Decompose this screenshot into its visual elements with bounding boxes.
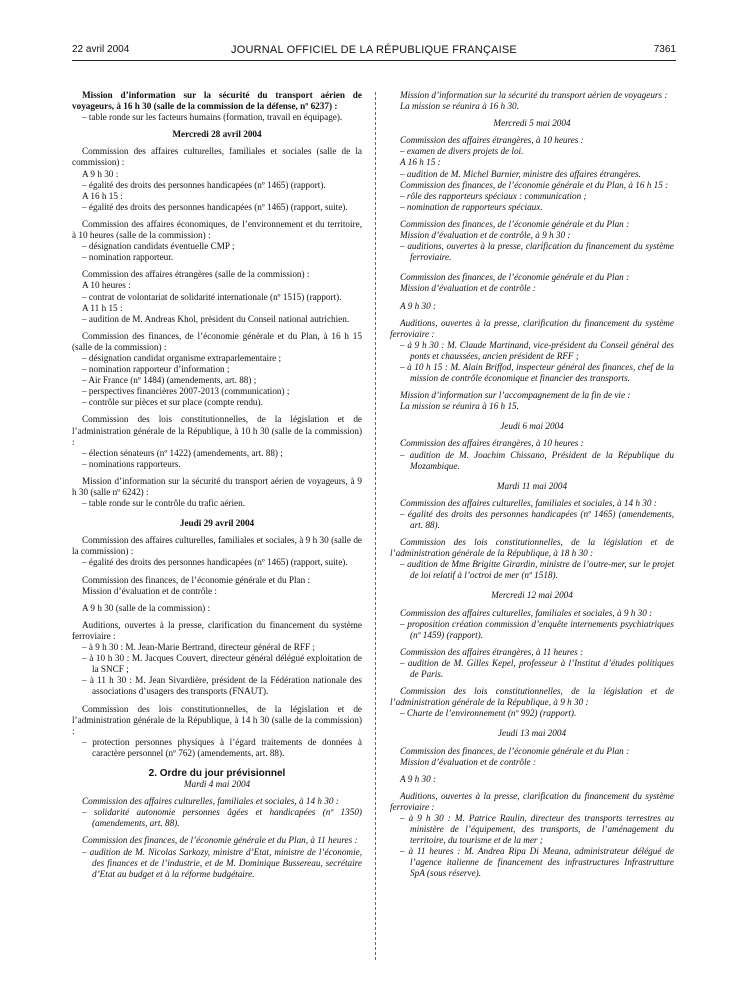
right-paragraph: A 9 h 30 : xyxy=(400,773,437,784)
right-paragraph: Mardi 11 mai 2004 xyxy=(496,480,568,491)
right-paragraph: La mission se réunira à 16 h 30. xyxy=(400,101,519,112)
left-paragraph: – à 9 h 30 : M. Jean-Marie Bertrand, directeur général de RFF ; xyxy=(82,642,315,653)
left-paragraph: – à 11 h 30 : M. Jean Sivardière, président de la Fédération nationale des associations d’usagers des transports (FNAUT). xyxy=(82,675,362,697)
right-paragraph: Commission des finances, de l’économie générale et du Plan : xyxy=(400,272,630,283)
left-paragraph: – nomination rapporteur. xyxy=(82,252,174,263)
right-paragraph: – égalité des droits des personnes handicapées (nº 1465) (amendements, art. 88). xyxy=(400,508,674,530)
right-paragraph: Mercredi 12 mai 2004 xyxy=(491,590,573,601)
left-paragraph: 2. Ordre du jour prévisionnel xyxy=(148,767,286,779)
left-paragraph: – élection sénateurs (nº 1422) (amendements, art. 88) ; xyxy=(82,447,283,458)
left-paragraph: – table ronde sur le contrôle du trafic aérien. xyxy=(82,498,246,509)
right-paragraph: – audition de M. Joachim Chissano, Président de la République du Mozambique. xyxy=(400,449,674,471)
right-paragraph: Mission d’information sur la sécurité du transport aérien de voyageurs : xyxy=(400,90,668,100)
right-paragraph: A 9 h 30 : xyxy=(400,300,437,311)
left-paragraph: – nominations rapporteurs. xyxy=(82,458,181,469)
left-paragraph: – table ronde sur les facteurs humains (formation, travail en équipage). xyxy=(82,112,343,123)
right-paragraph: Jeudi 13 mai 2004 xyxy=(497,728,567,739)
right-paragraph: Mission d’évaluation et de contrôle : xyxy=(400,756,536,767)
right-paragraph: – nomination de rapporteurs spéciaux. xyxy=(400,201,543,212)
left-paragraph: – audition de M. Andreas Khol, président du Conseil national autrichien. xyxy=(82,313,350,324)
right-paragraph: Mercredi 5 mai 2004 xyxy=(493,118,571,129)
right-paragraph: Auditions, ouvertes à la presse, clarification du financement du système ferroviaire : xyxy=(390,317,674,339)
left-paragraph: Mission d’évaluation et de contrôle : xyxy=(82,585,217,596)
left-paragraph: A 16 h 15 : xyxy=(82,190,123,201)
right-paragraph: La mission se réunira à 16 h 15. xyxy=(400,401,519,412)
right-paragraph: – rôle des rapporteurs spéciaux : communication ; xyxy=(400,190,587,201)
left-paragraph: – solidarité autonomie personnes âgées et handicapées (nº 1350) (amendements, art. 88). xyxy=(82,807,362,829)
left-paragraph: – perspectives financières 2007-2013 (communication) ; xyxy=(82,386,290,397)
left-paragraph: – égalité des droits des personnes handicapées (nº 1465) (rapport). xyxy=(82,179,326,190)
right-paragraph: Mission d’information sur l’accompagnement de la fin de vie : xyxy=(400,390,631,401)
left-paragraph: – audition de M. Nicolas Sarkozy, ministre d’Etat, ministre de l’économie, des finances et de l’industrie, et de M. Dominique Bussereau, secrétaire d’Etat au budget et à la réforme budgétaire. xyxy=(82,846,362,879)
left-paragraph: A 9 h 30 (salle de la commission) : xyxy=(82,602,211,613)
right-paragraph: Commission des finances, de l’économie générale et du Plan : xyxy=(400,218,630,229)
right-paragraph: Commission des affaires étrangères, à 11 heures : xyxy=(400,646,584,657)
header-page-number: 7361 xyxy=(653,44,676,55)
left-paragraph: – égalité des droits des personnes handicapées (nº 1465) (rapport, suite). xyxy=(82,557,348,568)
right-paragraph: Commission des lois constitutionnelles, de la législation et de l’administration générale de la République, à 18 h 30 : xyxy=(390,537,674,559)
left-paragraph: Mission d’information sur la sécurité du transport aérien de voyageurs, à 9 h 30 (salle nº 6242) : xyxy=(72,475,362,497)
right-paragraph: – audition de M. Gilles Kepel, professeur à l’Institut d’études politiques de Paris. xyxy=(400,657,674,680)
right-paragraph: Mission d’évaluation et de contrôle, à 9 h 30 : xyxy=(400,230,571,241)
left-paragraph: Commission des lois constitutionnelles, de la législation et de l’administration générale de la République, à 14 h 30 (salle de la commission) : xyxy=(72,703,362,736)
column-divider xyxy=(375,92,376,960)
right-column xyxy=(390,90,674,880)
left-paragraph: Commission des affaires culturelles, familiales et sociales, à 14 h 30 : xyxy=(82,796,339,807)
left-paragraph: Mercredi 28 avril 2004 xyxy=(172,129,262,140)
right-paragraph: – auditions, ouvertes à la presse, clarification du financement du système ferroviaire. xyxy=(400,241,674,263)
right-paragraph: – à 9 h 30 : M. Patrice Raulin, directeur des transports terrestres au ministère de l’équipement, des transports, de l’aménagement du territoire, du tourisme et de la mer ; xyxy=(400,812,674,846)
left-paragraph: Commission des lois constitutionnelles, de la législation et de l’administration générale de la République, à 10 h 30 (salle de la commission) : xyxy=(72,414,362,447)
right-paragraph: – audition de M. Michel Barnier, ministre des affaires étrangères. xyxy=(400,168,641,179)
right-paragraph: – audition de Mme Brigitte Girardin, ministre de l’outre-mer, sur le projet de loi relatif à l’octroi de mer (nº 1518). xyxy=(400,559,674,581)
left-paragraph: – contrat de volontariat de solidarité internationale (nº 1515) (rapport). xyxy=(82,291,342,302)
right-paragraph: – à 10 h 15 : M. Alain Briffod, inspecteur général des finances, chef de la mission de contrôle économique et financier des transports. xyxy=(400,361,674,384)
page-header xyxy=(72,44,676,58)
right-paragraph: Commission des affaires culturelles, familiales et sociales, à 9 h 30 : xyxy=(400,607,653,618)
right-paragraph: A 16 h 15 : xyxy=(400,157,441,168)
left-paragraph: Commission des affaires étrangères (salle de la commission) : xyxy=(82,269,310,280)
left-paragraph: Commission des finances, de l’économie générale et du Plan, à 11 heures : xyxy=(82,835,358,846)
left-paragraph: Jeudi 29 avril 2004 xyxy=(179,518,255,529)
left-paragraph: – nomination rapporteur d’information ; xyxy=(82,364,230,375)
right-paragraph: Commission des affaires étrangères, à 10 heures : xyxy=(400,438,584,449)
right-paragraph: Jeudi 6 mai 2004 xyxy=(500,421,564,432)
right-paragraph: Commission des finances, de l’économie générale et du Plan, à 16 h 15 : xyxy=(400,179,669,190)
left-paragraph: – Air France (nº 1484) (amendements, art. 88) ; xyxy=(82,375,257,386)
left-paragraph: A 9 h 30 : xyxy=(82,168,119,179)
header-date: 22 avril 2004 xyxy=(72,44,130,55)
header-rule xyxy=(72,60,676,61)
right-paragraph: – Charte de l’environnement (nº 992) (rapport). xyxy=(400,708,577,719)
left-column xyxy=(72,90,362,880)
right-paragraph: – à 11 heures : M. Andrea Ripa Di Meana, administrateur délégué de l’agence italienne de financement des infrastructures Infrastrutture SpA (sous réserve). xyxy=(400,846,674,879)
left-paragraph: – contrôle sur pièces et sur place (compte rendu). xyxy=(82,397,263,408)
right-paragraph: Commission des finances, de l’économie générale et du Plan : xyxy=(400,745,630,756)
left-paragraph: Mardi 4 mai 2004 xyxy=(183,779,251,790)
right-paragraph: Commission des lois constitutionnelles, de la législation et de l’administration générale de la République, à 9 h 30 : xyxy=(390,686,674,708)
left-paragraph: – égalité des droits des personnes handicapées (nº 1465) (rapport, suite). xyxy=(82,201,348,212)
right-paragraph: – à 9 h 30 : M. Claude Martinand, vice-président du Conseil général des ponts et chaussées, ancien président de RFF ; xyxy=(400,339,674,361)
left-paragraph: Commission des affaires économiques, de l’environnement et du territoire, à 10 heures (salle de la commission) : xyxy=(72,218,362,241)
right-paragraph: Commission des affaires étrangères, à 10 heures : xyxy=(400,135,584,146)
header-title: JOURNAL OFFICIEL DE LA RÉPUBLIQUE FRANÇAISE xyxy=(231,44,517,56)
left-paragraph: Mission d’information sur la sécurité du transport aérien de voyageurs, à 16 h 30 (salle de la commission de la défense, nº 6237) : xyxy=(72,90,362,112)
left-paragraph: A 10 heures : xyxy=(82,280,131,291)
left-paragraph: – protection personnes physiques à l’égard traitements de données à caractère personnel (nº 762) (amendements, art. 88). xyxy=(82,736,362,758)
right-paragraph: – examen de divers projets de loi. xyxy=(400,146,524,157)
left-paragraph: – désignation candidats éventuelle CMP ; xyxy=(82,241,235,252)
left-paragraph: – à 10 h 30 : M. Jacques Couvert, directeur général délégué exploitation de la SNCF ; xyxy=(82,653,362,675)
left-paragraph: Commission des finances, de l’économie générale et du Plan, à 16 h 15 (salle de la commission) : xyxy=(72,330,362,352)
left-paragraph: Commission des affaires culturelles, familiales et sociales, à 9 h 30 (salle de la commission) : xyxy=(72,535,362,557)
right-paragraph: Commission des affaires culturelles, familiales et sociales, à 14 h 30 : xyxy=(400,497,657,508)
right-paragraph: – proposition création commission d’enquête internements psychiatriques (nº 1459) (rapport). xyxy=(400,618,674,640)
left-paragraph: Auditions, ouvertes à la presse, clarification du financement du système ferroviaire : xyxy=(72,619,362,641)
right-paragraph: Mission d’évaluation et de contrôle : xyxy=(400,283,536,294)
left-paragraph: Commission des finances, de l’économie générale et du Plan : xyxy=(82,574,311,585)
left-paragraph: Commission des affaires culturelles, familiales et sociales (salle de la commission) : xyxy=(72,146,362,168)
right-paragraph: Auditions, ouvertes à la presse, clarification du financement du système ferroviaire : xyxy=(390,790,674,812)
left-paragraph: A 11 h 15 : xyxy=(82,302,123,313)
left-paragraph: – désignation candidat organisme extraparlementaire ; xyxy=(82,352,282,363)
